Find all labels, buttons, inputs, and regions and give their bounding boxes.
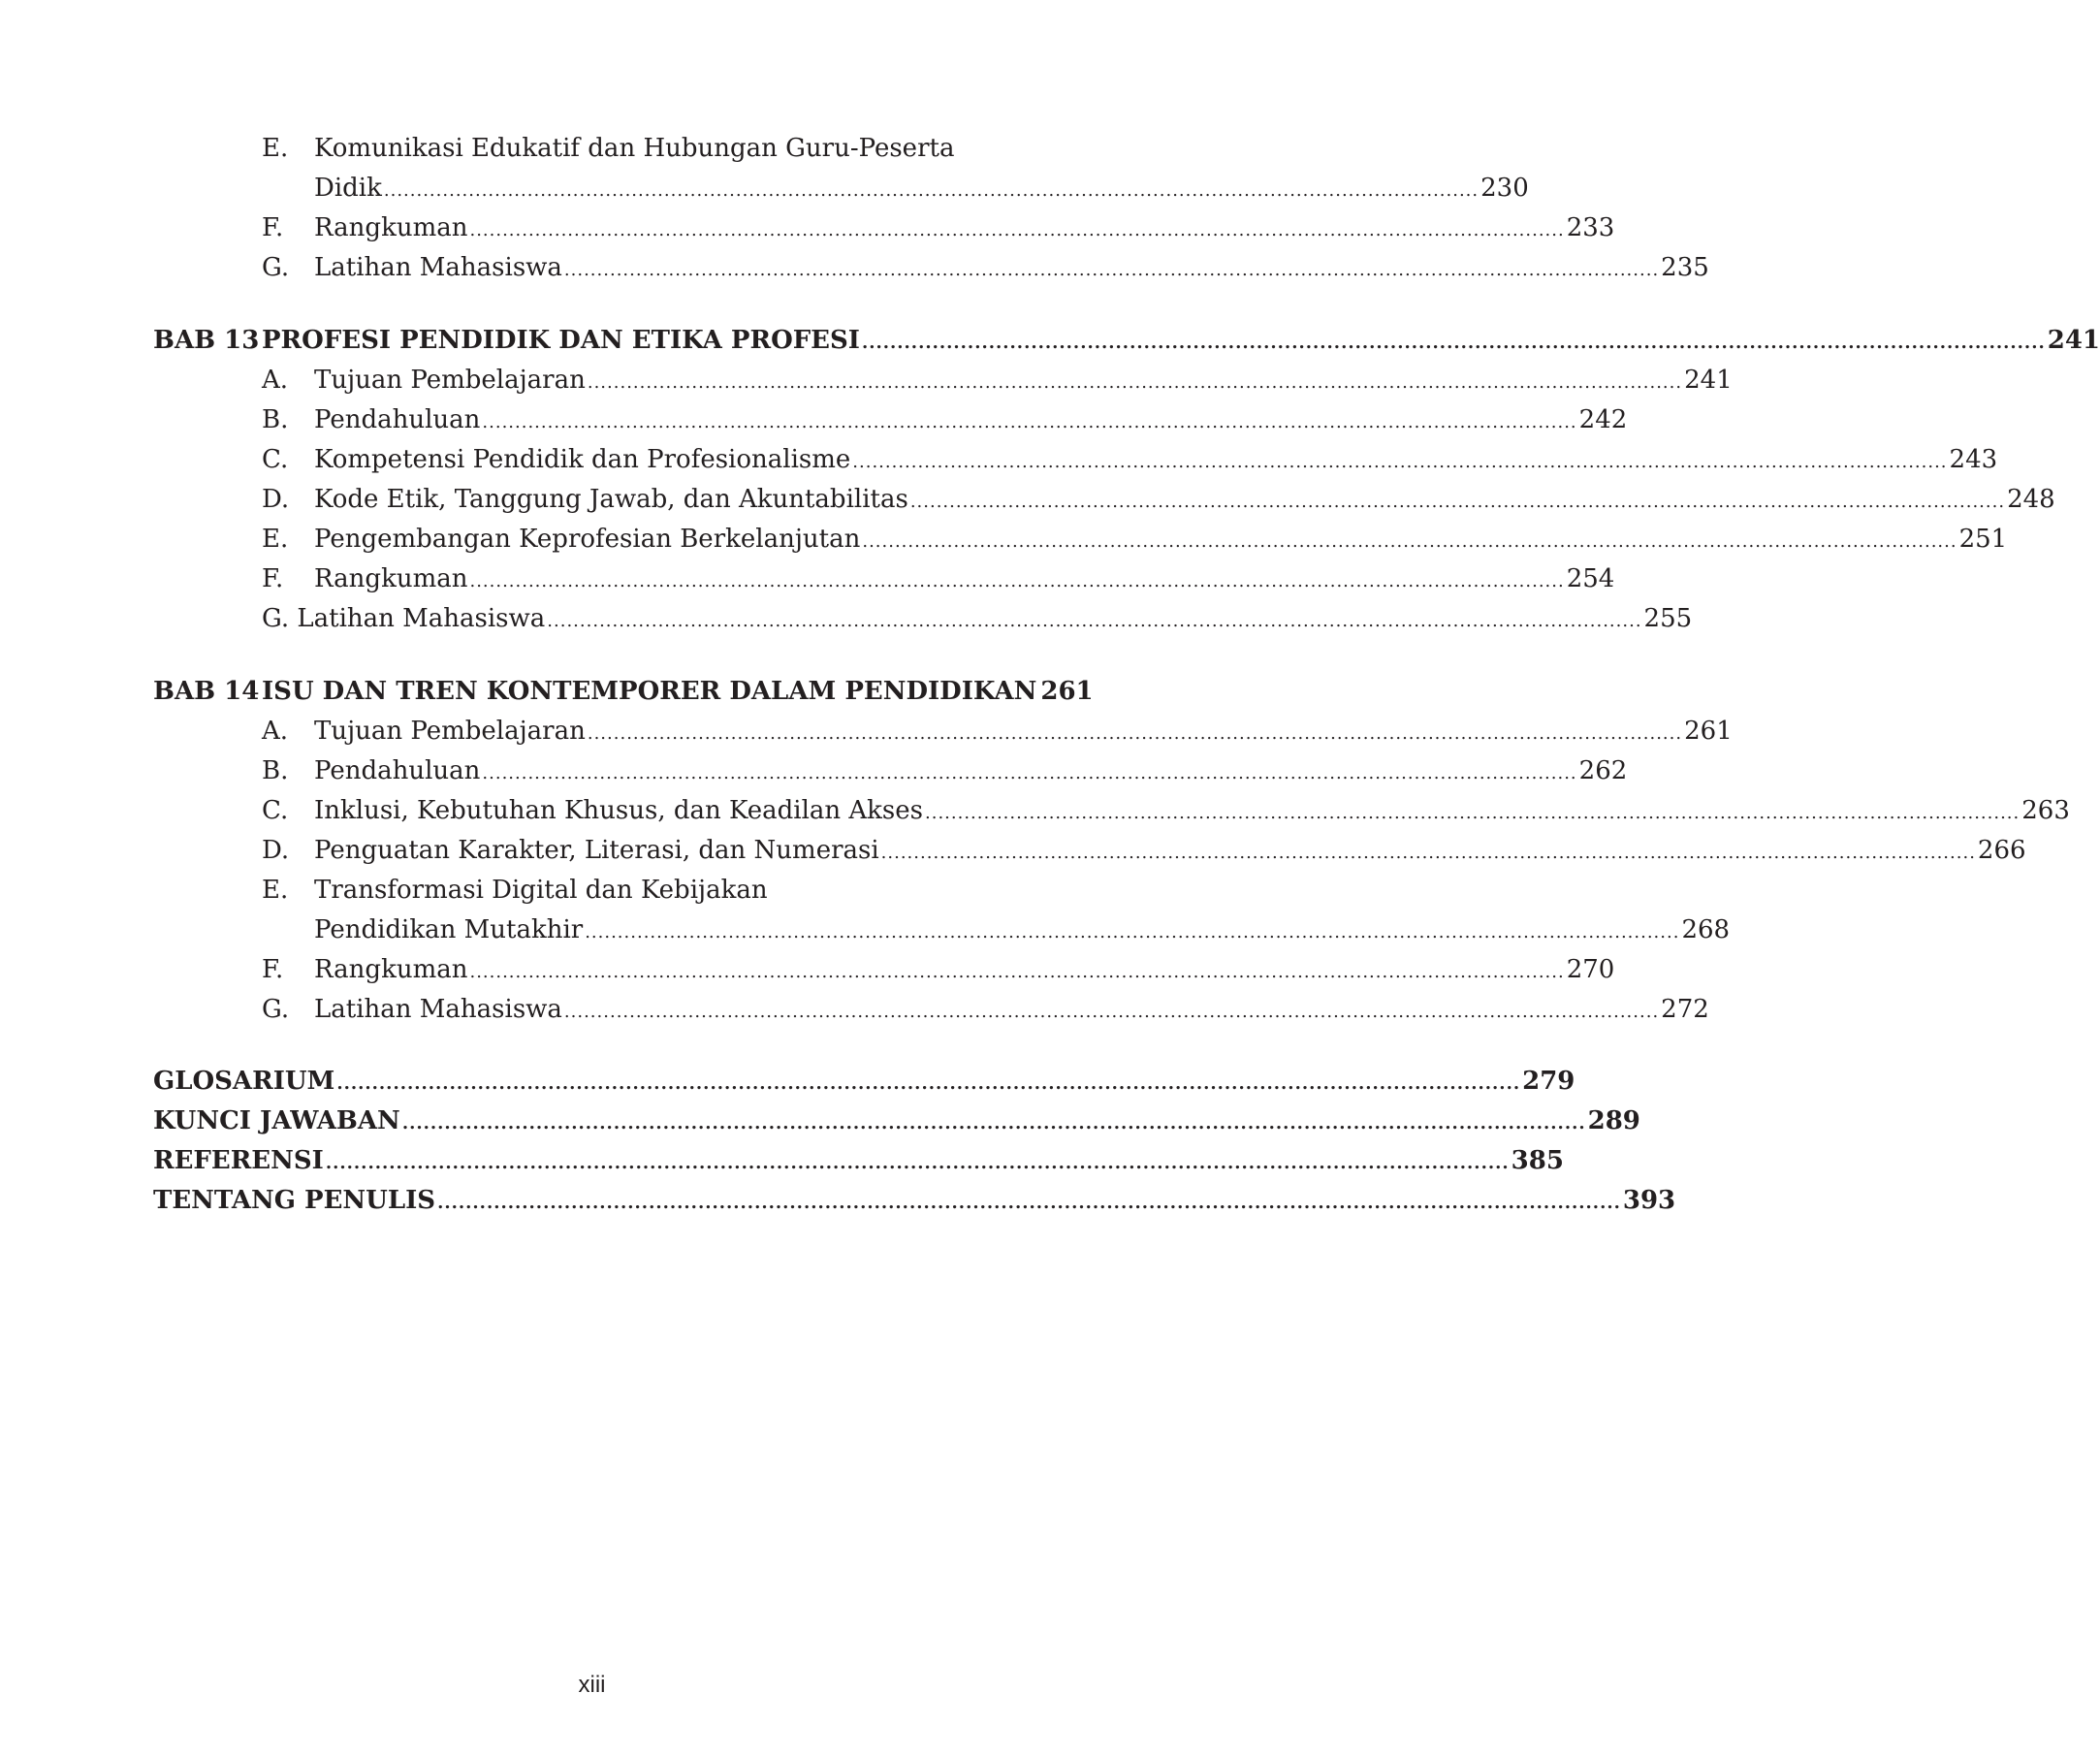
entry-page: 255 xyxy=(1643,604,1693,633)
leader-dots: ........................................................................................................................................................................ xyxy=(862,531,1957,552)
leader-dots: ........................................................................................................................................................................ xyxy=(909,492,2006,512)
toc-kunci-jawaban[interactable] xyxy=(153,1100,1640,1142)
entry-page: 266 xyxy=(1977,836,2026,865)
leader-dots: ........................................................................................................................................................................ xyxy=(547,611,1642,631)
leader-dots: ........................................................................................................................................................................ xyxy=(325,1153,1510,1173)
entry-page: 248 xyxy=(2007,485,2055,514)
entry-page: 279 xyxy=(1522,1067,1575,1096)
entry-page: 262 xyxy=(1578,756,1628,785)
toc-entry[interactable] xyxy=(153,478,2055,521)
leader-dots: ........................................................................................................................................................................ xyxy=(852,452,1948,472)
entry-title: Didik xyxy=(314,167,384,209)
entry-page: 254 xyxy=(1566,564,1615,593)
entry-page: 243 xyxy=(1949,445,1998,474)
toc-entry[interactable] xyxy=(153,399,1628,441)
entry-page: 272 xyxy=(1661,995,1709,1024)
entry-title: Rangkuman xyxy=(314,207,469,249)
entry-title: Pendahuluan xyxy=(314,399,482,441)
leader-dots: ........................................................................................................................................................................ xyxy=(585,922,1680,942)
toc-entry[interactable] xyxy=(153,246,1709,289)
entry-letter: C. xyxy=(262,445,289,474)
entry-letter: D. xyxy=(262,836,290,865)
entry-title: Latihan Mahasiswa xyxy=(314,246,564,289)
leader-dots: ........................................................................................................................................................................ xyxy=(925,803,2020,823)
toc-referensi[interactable] xyxy=(153,1139,1564,1182)
entry-page: 251 xyxy=(1958,525,2008,554)
entry-page: 393 xyxy=(1622,1186,1676,1215)
chapter-number: BAB 14 xyxy=(153,677,260,706)
entry-page: 235 xyxy=(1661,253,1709,282)
entry-page: 261 xyxy=(1684,717,1733,746)
entry-page: 268 xyxy=(1681,915,1731,944)
entry-letter: A. xyxy=(262,366,289,395)
entry-title: Kode Etik, Tanggung Jawab, dan Akuntabilitas xyxy=(314,478,910,521)
toc-entry[interactable] xyxy=(153,438,1998,481)
entry-title: KUNCI JAWABAN xyxy=(153,1100,402,1142)
toc-entry[interactable] xyxy=(153,948,1615,991)
toc-entry[interactable] xyxy=(153,518,2008,560)
leader-dots: ........................................................................................................................................................................ xyxy=(587,372,1683,393)
entry-letter: E. xyxy=(262,134,289,163)
leader-dots: ........................................................................................................................................................................ xyxy=(482,412,1577,432)
toc-entry-continuation[interactable] xyxy=(153,909,1731,951)
entry-letter: A. xyxy=(262,717,289,746)
entry-title: REFERENSI xyxy=(153,1139,326,1182)
chapter-number: BAB 13 xyxy=(153,326,260,355)
entry-page: 230 xyxy=(1480,174,1529,203)
entry-title: Tujuan Pembelajaran xyxy=(314,359,588,401)
toc-entry[interactable] xyxy=(153,750,1628,792)
entry-title: Rangkuman xyxy=(314,558,469,600)
entry-letter: E. xyxy=(262,876,289,905)
chapter-page: 241 xyxy=(2047,326,2100,355)
entry-title: Pengembangan Keprofesian Berkelanjutan xyxy=(314,518,862,560)
entry-page: 233 xyxy=(1566,213,1615,242)
entry-letter: D. xyxy=(262,485,290,514)
entry-title: Kompetensi Pendidik dan Profesionalisme xyxy=(314,438,852,481)
leader-dots: ........................................................................................................................................................................ xyxy=(482,763,1577,783)
entry-title: Inklusi, Kebutuhan Khusus, dan Keadilan Akses xyxy=(314,789,925,832)
entry-page: 385 xyxy=(1511,1146,1564,1175)
entry-title: TENTANG PENULIS xyxy=(153,1179,437,1222)
leader-dots: ........................................................................................................................................................................ xyxy=(336,1073,1521,1094)
entry-title: Tujuan Pembelajaran xyxy=(314,710,588,752)
toc-tentang-penulis[interactable] xyxy=(153,1179,1676,1222)
chapter-page: 261 xyxy=(1040,677,1094,706)
entry-title: Penguatan Karakter, Literasi, dan Numerasi xyxy=(314,829,881,872)
toc-glosarium[interactable] xyxy=(153,1060,1575,1102)
entry-title: Latihan Mahasiswa xyxy=(314,988,564,1031)
leader-dots: ........................................................................................................................................................................ xyxy=(469,220,1565,240)
leader-dots: ........................................................................................................................................................................ xyxy=(383,180,1480,201)
entry-letter: B. xyxy=(262,405,289,434)
page-number: xiii xyxy=(578,1672,606,1698)
entry-title: Pendahuluan xyxy=(314,750,482,792)
leader-dots: ........................................................................................................................................................................ xyxy=(563,260,1660,280)
entry-letter: F. xyxy=(262,564,284,593)
chapter-heading-bab14[interactable] xyxy=(153,670,1094,713)
entry-title-line1: Transformasi Digital dan Kebijakan xyxy=(314,876,768,905)
entry-page: 263 xyxy=(2021,796,2070,825)
entry-page: 241 xyxy=(1684,366,1733,395)
leader-dots: ........................................................................................................................................................................ xyxy=(563,1002,1660,1022)
leader-dots: ........................................................................................................................................................................ xyxy=(587,723,1683,744)
toc-entry[interactable] xyxy=(153,988,1709,1031)
leader-dots: ........................................................................................................................................................................ xyxy=(861,333,2046,353)
toc-entry[interactable] xyxy=(153,869,1035,911)
entry-title: Rangkuman xyxy=(314,948,469,991)
entry-page: 289 xyxy=(1587,1106,1640,1135)
entry-letter: G. xyxy=(262,253,290,282)
leader-dots: ........................................................................................................................................................................ xyxy=(880,843,1976,863)
entry-title: Pendidikan Mutakhir xyxy=(314,909,585,951)
entry-title: GLOSARIUM xyxy=(153,1060,336,1102)
leader-dots: ........................................................................................................................................................................ xyxy=(469,962,1565,982)
leader-dots: ........................................................................................................................................................................ xyxy=(401,1113,1586,1134)
leader-dots: ........................................................................................................................................................................ xyxy=(469,571,1565,591)
entry-letter: B. xyxy=(262,756,289,785)
entry-title: G. Latihan Mahasiswa xyxy=(262,597,547,640)
toc-entry[interactable] xyxy=(153,789,2070,832)
toc-entry[interactable] xyxy=(153,710,1733,752)
entry-letter: C. xyxy=(262,796,289,825)
toc-entry[interactable] xyxy=(153,558,1615,600)
chapter-title: PROFESI PENDIDIK DAN ETIKA PROFESI xyxy=(262,319,862,362)
chapter-heading-bab13[interactable] xyxy=(153,319,2100,362)
toc-entry-continuation[interactable] xyxy=(153,167,1529,209)
entry-page: 242 xyxy=(1578,405,1628,434)
chapter-title: ISU DAN TREN KONTEMPORER DALAM PENDIDIKAN xyxy=(262,670,1038,713)
entry-letter: E. xyxy=(262,525,289,554)
toc-entry[interactable] xyxy=(153,359,1733,401)
entry-letter: F. xyxy=(262,955,284,984)
toc-entry[interactable] xyxy=(153,829,2026,872)
leader-dots: ........................................................................................................................................................................ xyxy=(437,1193,1621,1213)
entry-letter: F. xyxy=(262,213,284,242)
entry-title-line1: Komunikasi Edukatif dan Hubungan Guru-Peserta xyxy=(314,134,955,163)
entry-letter: G. xyxy=(262,995,290,1024)
toc-entry[interactable] xyxy=(153,207,1615,249)
entry-page: 270 xyxy=(1566,955,1615,984)
toc-entry[interactable] xyxy=(153,597,1693,640)
toc-entry[interactable] xyxy=(153,127,1035,170)
